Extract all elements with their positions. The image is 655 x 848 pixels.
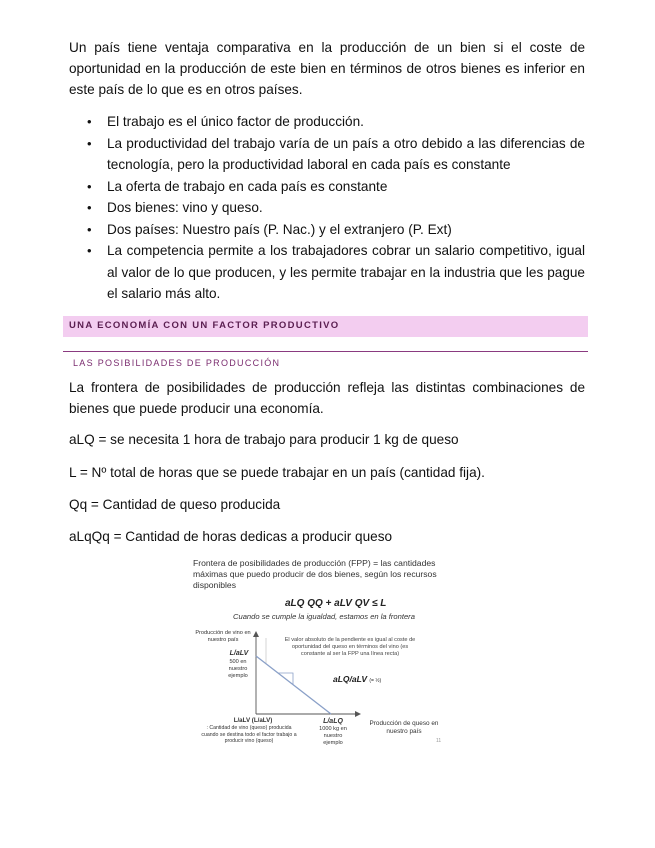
subheading	[63, 351, 588, 371]
definition-qq: Qq = Cantidad de queso producida	[69, 497, 281, 512]
slope-note: El valor absoluto de la pendiente es igual al coste de oportunidad del queso en términos del vino (es constante al ser la FPP una línea recta)	[284, 637, 416, 657]
x-intercept-note: 1000 kg en nuestro ejemplo	[319, 726, 347, 746]
subheading-text: LAS POSIBILIDADES DE PRODUCCIÓN	[73, 358, 281, 368]
intro-paragraph: Un país tiene ventaja comparativa en la producción de un bien si el coste de oportunidad en la producción de este bien en términos de otros bienes es inferior en este país de lo que es en otros países.	[69, 40, 585, 97]
y-intercept-label: L/aLV	[229, 650, 249, 657]
definition-l: L = Nº total de horas que se puede trabajar en un país (cantidad fija).	[69, 465, 485, 480]
wine-point-note: : Cantidad de vino (queso) producida cuando se destina todo el factor trabajo a producir vino (queso)	[201, 725, 297, 745]
figure-equality-note: Cuando se cumple la igualdad, estamos en la frontera	[233, 612, 415, 621]
bullet-icon: •	[87, 114, 92, 129]
list-item: • La competencia permite a los trabajadores cobrar un salario competitivo, igual al valor de lo que producen, y les permite trabajar en la industria que les pague el salario más alto.	[69, 240, 585, 305]
bullet-icon: •	[87, 221, 92, 237]
ppf-figure	[193, 558, 448, 750]
definition-alq: aLQ = se necesita 1 hora de trabajo para producir 1 kg de queso	[69, 432, 459, 447]
x-intercept-label: L/aLQ	[323, 718, 343, 725]
list-item: • La oferta de trabajo en cada país es constante	[69, 176, 585, 198]
x-axis-label: Producción de queso en nuestro país	[369, 720, 439, 735]
definition-alqqq: aLqQq = Cantidad de horas dedicas a producir queso	[69, 529, 393, 544]
assumptions-list	[69, 111, 585, 305]
bullet-icon: •	[87, 135, 92, 151]
frontier-paragraph: La frontera de posibilidades de producción refleja las distintas combinaciones de bienes que puede producir una economía.	[69, 380, 585, 416]
x-axis-arrow-icon	[355, 711, 361, 717]
y-axis-label: Producción de vino en nuestro país	[195, 630, 251, 643]
figure-title: Frontera de posibilidades de producción (FPP) = las cantidades máximas que puedo producir de dos bienes, según los recursos disponibles	[193, 558, 437, 590]
bullet-icon: •	[87, 200, 92, 215]
list-item: • La productividad del trabajo varía de un país a otro debido a las diferencias de tecnología, pero la productividad laboral en cada país es constante	[69, 133, 585, 176]
bullet-icon: •	[87, 243, 92, 258]
y-axis-arrow-icon	[253, 631, 259, 637]
slope-ratio: aLQ/aLV (= ½)	[333, 674, 382, 684]
figure-equation: aLQ QQ + aLV QV ≤ L	[285, 598, 387, 609]
list-item: • Dos países: Nuestro país (P. Nac.) y el extranjero (P. Ext)	[69, 219, 585, 241]
section-heading-text: UNA ECONOMÍA CON UN FACTOR PRODUCTIVO	[69, 320, 340, 331]
section-heading	[63, 316, 588, 337]
wine-point-label: L/aLV (L/aLV)	[233, 717, 273, 724]
y-intercept-note: 500 en nuestro ejemplo	[228, 659, 248, 679]
ppf-line	[256, 656, 331, 714]
bullet-icon: •	[87, 178, 92, 194]
page-number: 11	[436, 738, 442, 744]
list-item: • Dos bienes: vino y queso.	[69, 197, 585, 219]
list-item: • El trabajo es el único factor de producción.	[69, 111, 585, 133]
